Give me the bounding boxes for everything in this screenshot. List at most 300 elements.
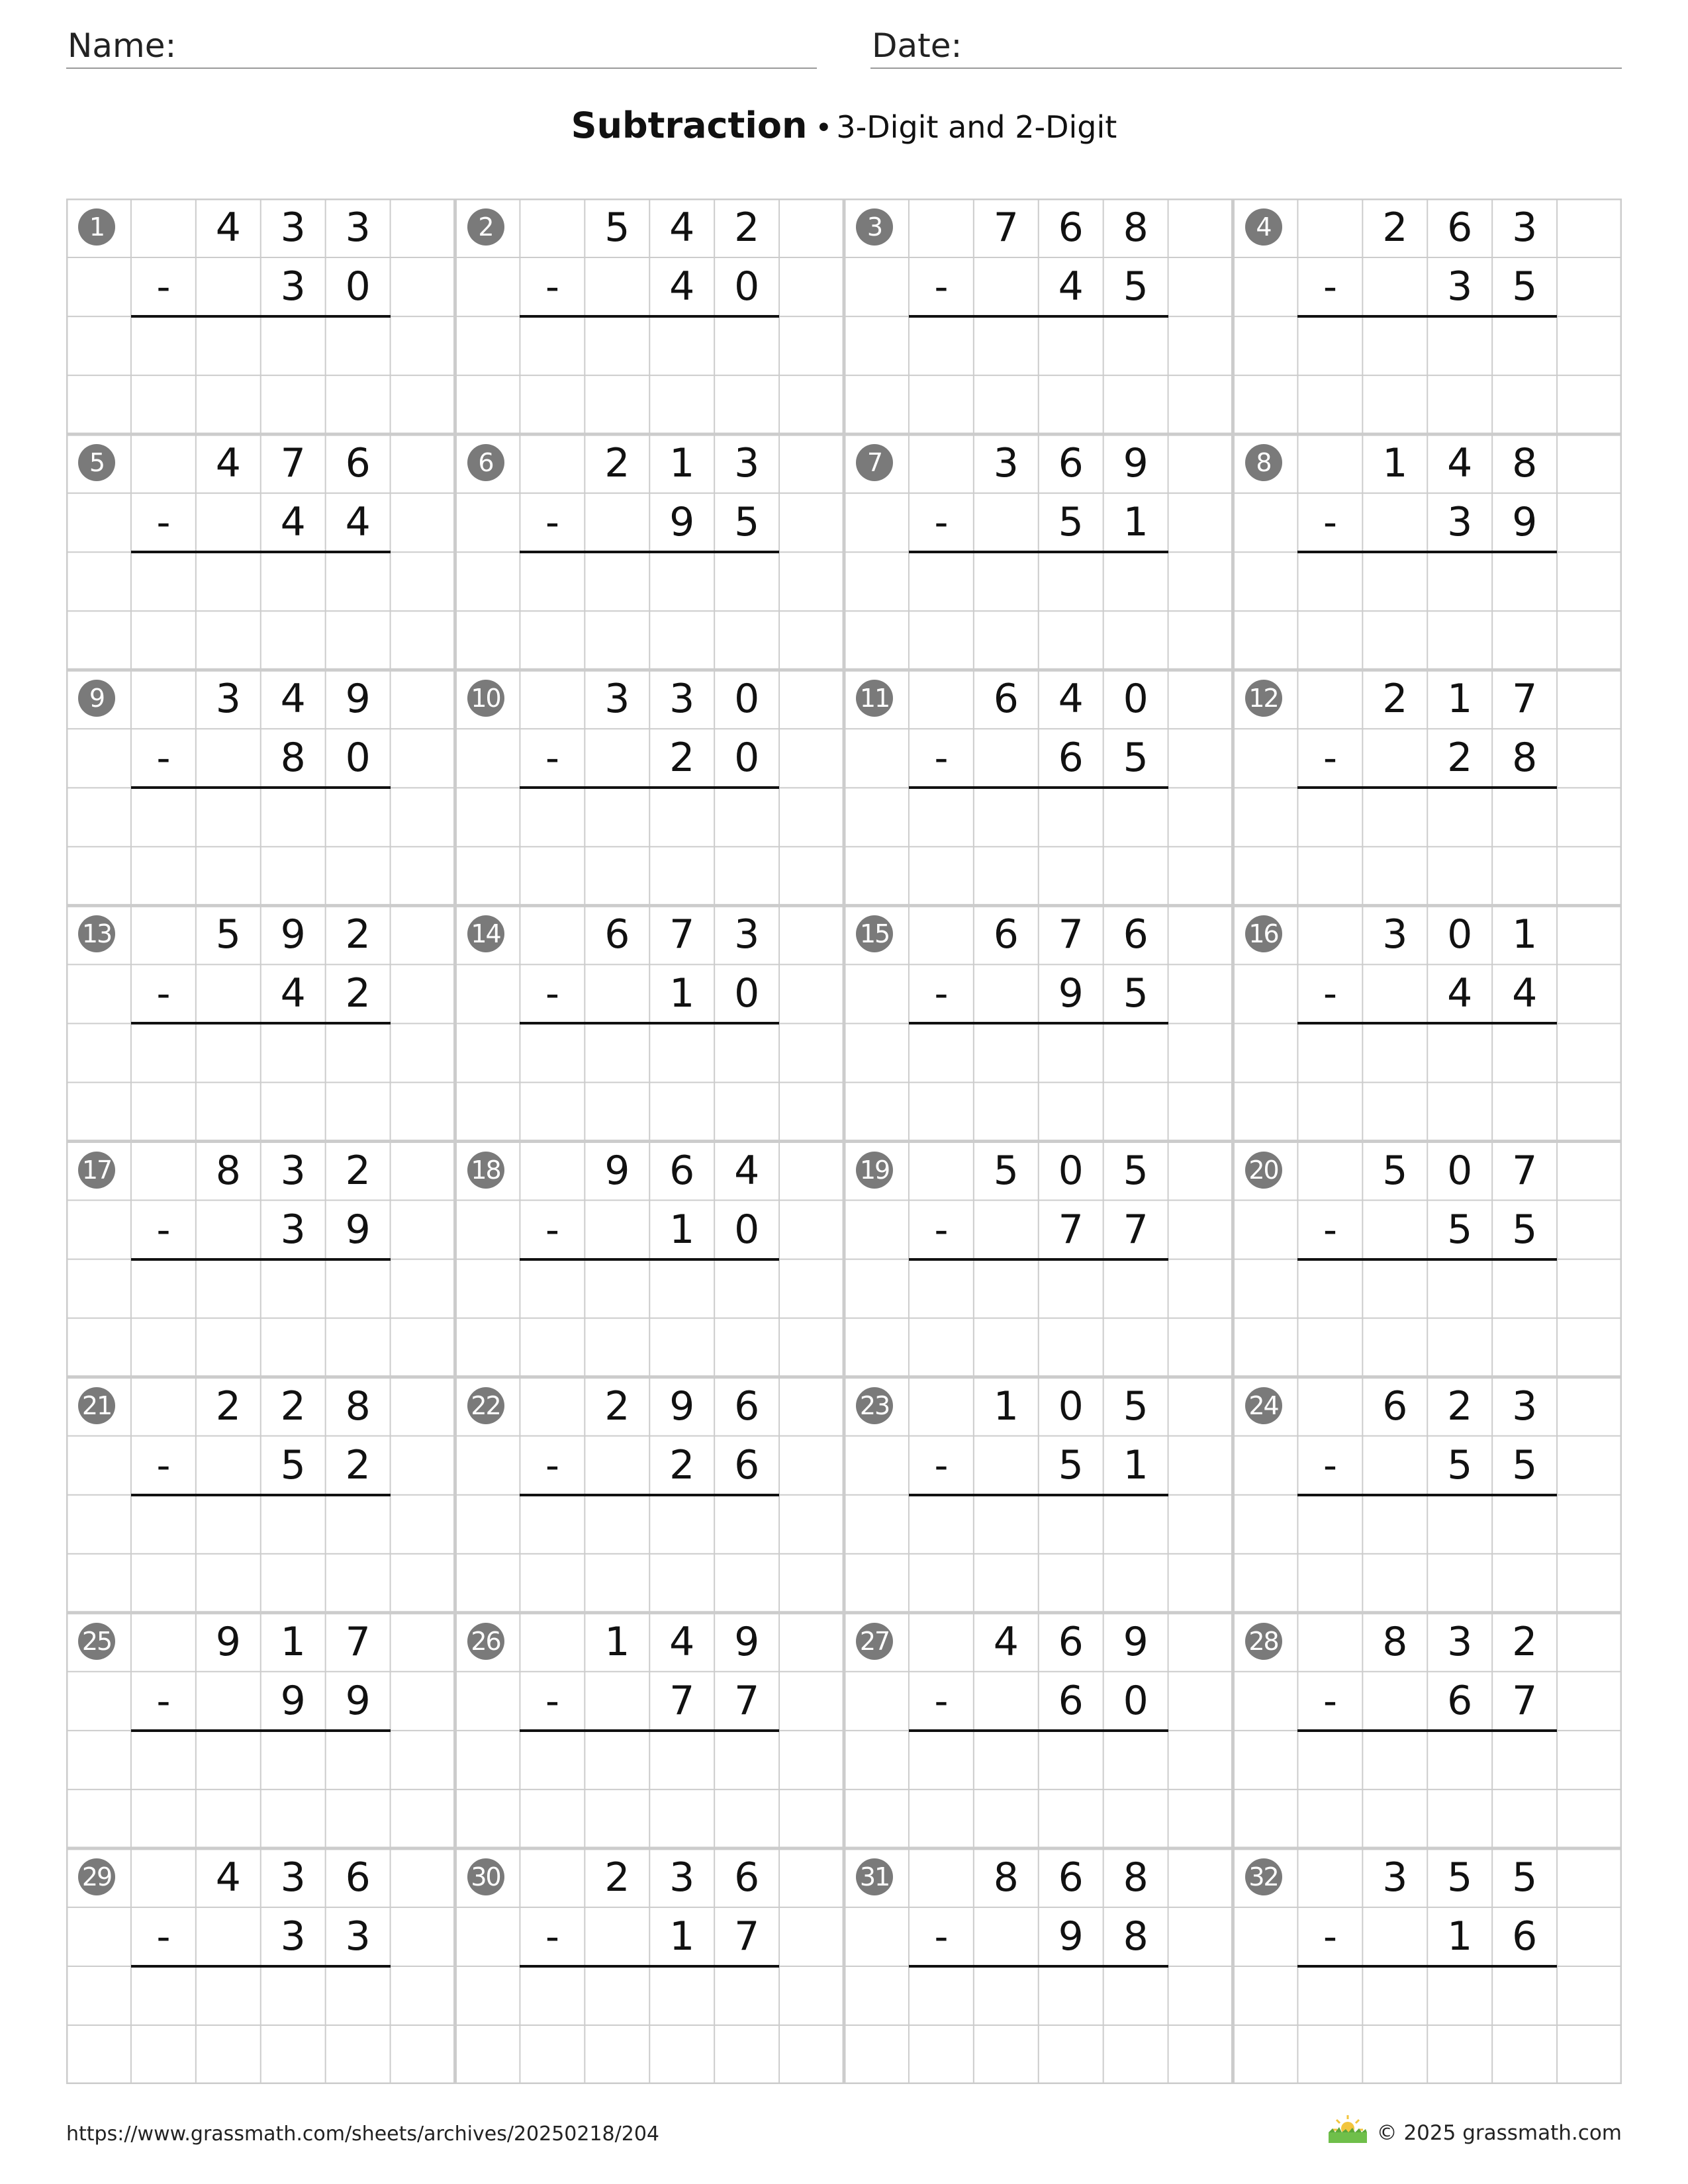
problem-23: [844, 1377, 1233, 1613]
problem-3: [844, 199, 1233, 434]
problem-number-badge: 23: [856, 1387, 893, 1424]
problem-12: [1233, 670, 1622, 905]
subtrahend-digit: 0: [1123, 1677, 1149, 1724]
subtrahend-digit: 3: [280, 263, 306, 310]
minuend-digit: 3: [604, 676, 630, 723]
problem-number-badge: 12: [1245, 680, 1282, 717]
answer-line: [520, 1494, 779, 1496]
minuend-digit: 9: [345, 676, 371, 723]
problem-1: [66, 199, 455, 434]
minuend-digit: 6: [1058, 205, 1084, 251]
subtrahend-digit: 1: [1123, 1441, 1149, 1488]
minuend-digit: 4: [669, 1618, 695, 1665]
minuend-digit: 6: [345, 440, 371, 487]
subtrahend-digit: 0: [345, 735, 371, 782]
problem-27: [844, 1613, 1233, 1848]
answer-line: [520, 1729, 779, 1732]
subtrahend-digit: 5: [1512, 263, 1538, 310]
minuend-digit: 8: [1382, 1618, 1408, 1665]
minus-sign: -: [156, 1913, 171, 1959]
problem-number-badge: 22: [467, 1387, 504, 1424]
title-subtitle: 3-Digit and 2-Digit: [836, 109, 1117, 145]
answer-line: [909, 1022, 1168, 1024]
minuend-digit: 8: [1512, 440, 1538, 487]
answer-line: [520, 1965, 779, 1968]
minuend-digit: 4: [993, 1618, 1019, 1665]
minus-sign: -: [934, 500, 949, 545]
minuend-digit: 7: [1512, 1147, 1538, 1194]
subtrahend-digit: 5: [1512, 1206, 1538, 1253]
subtrahend-digit: 2: [345, 1441, 371, 1488]
minuend-digit: 3: [1382, 911, 1408, 958]
problem-number-badge: 15: [856, 915, 893, 952]
minuend-digit: 8: [993, 1854, 1019, 1901]
minuend-digit: 8: [345, 1383, 371, 1430]
minuend-digit: 4: [215, 205, 241, 251]
problem-6: [455, 434, 845, 670]
subtrahend-digit: 3: [280, 1913, 306, 1960]
minuend-digit: 3: [669, 1854, 695, 1901]
minuend-digit: 2: [345, 911, 371, 958]
worksheet-title: [0, 105, 1688, 146]
subtrahend-digit: 4: [1058, 263, 1084, 310]
problem-20: [1233, 1142, 1622, 1377]
subtrahend-digit: 1: [669, 1206, 695, 1253]
minuend-digit: 5: [1512, 1854, 1538, 1901]
problem-11: [844, 670, 1233, 905]
subtrahend-digit: 4: [345, 499, 371, 546]
minuend-digit: 5: [1123, 1383, 1149, 1430]
minuend-digit: 1: [604, 1618, 630, 1665]
subtrahend-digit: 6: [1447, 1677, 1473, 1724]
minuend-digit: 0: [1447, 911, 1473, 958]
minuend-digit: 7: [345, 1618, 371, 1665]
name-label: Name:: [68, 26, 177, 65]
minus-sign: -: [1323, 264, 1337, 310]
problem-number-badge: 6: [467, 444, 504, 481]
problem-15: [844, 905, 1233, 1141]
answer-line: [520, 1258, 779, 1261]
minuend-digit: 6: [345, 1854, 371, 1901]
minuend-digit: 3: [280, 1854, 306, 1901]
subtrahend-digit: 4: [1512, 970, 1538, 1017]
problem-number-badge: 4: [1245, 208, 1282, 246]
subtrahend-digit: 3: [345, 1913, 371, 1960]
minus-sign: -: [545, 1206, 559, 1252]
minuend-digit: 6: [1058, 440, 1084, 487]
minuend-digit: 5: [215, 911, 241, 958]
minuend-digit: 2: [1512, 1618, 1538, 1665]
answer-line: [1297, 1729, 1557, 1732]
title-main: Subtraction: [571, 105, 808, 146]
minuend-digit: 2: [604, 440, 630, 487]
subtrahend-digit: 4: [669, 263, 695, 310]
minuend-digit: 0: [734, 676, 760, 723]
answer-line: [1297, 1965, 1557, 1968]
subtrahend-digit: 7: [1512, 1677, 1538, 1724]
minuend-digit: 5: [604, 205, 630, 251]
minus-sign: -: [934, 1442, 949, 1488]
subtrahend-digit: 6: [1058, 735, 1084, 782]
minuend-digit: 8: [215, 1147, 241, 1194]
subtrahend-digit: 1: [1123, 499, 1149, 546]
minus-sign: -: [156, 1442, 171, 1488]
answer-line: [1297, 1258, 1557, 1261]
minuend-digit: 4: [215, 1854, 241, 1901]
subtrahend-digit: 5: [1123, 263, 1149, 310]
minus-sign: -: [934, 971, 949, 1017]
minuend-digit: 6: [1382, 1383, 1408, 1430]
problem-number-badge: 17: [78, 1152, 115, 1189]
minuend-digit: 3: [1512, 205, 1538, 251]
minus-sign: -: [545, 971, 559, 1017]
problem-number-badge: 10: [467, 680, 504, 717]
problem-number-badge: 32: [1245, 1858, 1282, 1895]
subtrahend-digit: 7: [1123, 1206, 1149, 1253]
subtrahend-digit: 6: [734, 1441, 760, 1488]
footer-copyright: © 2025 grassmath.com: [1376, 2121, 1622, 2145]
minus-sign: -: [545, 1442, 559, 1488]
grass-sun-logo-icon: [1327, 2113, 1368, 2144]
subtrahend-digit: 2: [669, 735, 695, 782]
subtrahend-digit: 5: [1123, 735, 1149, 782]
answer-line: [909, 786, 1168, 789]
answer-line: [131, 1258, 391, 1261]
minuend-digit: 9: [1123, 440, 1149, 487]
problem-number-badge: 9: [78, 680, 115, 717]
minuend-digit: 1: [993, 1383, 1019, 1430]
minuend-digit: 0: [1123, 676, 1149, 723]
problem-10: [455, 670, 845, 905]
problem-grid: [66, 199, 1622, 2084]
title-bullet: •: [815, 111, 833, 145]
minuend-digit: 2: [604, 1383, 630, 1430]
problem-number-badge: 11: [856, 680, 893, 717]
problem-number-badge: 14: [467, 915, 504, 952]
answer-line: [131, 1022, 391, 1024]
subtrahend-digit: 5: [280, 1441, 306, 1488]
problem-number-badge: 19: [856, 1152, 893, 1189]
minuend-digit: 3: [345, 205, 371, 251]
minuend-digit: 7: [280, 440, 306, 487]
minuend-digit: 5: [993, 1147, 1019, 1194]
minuend-digit: 2: [215, 1383, 241, 1430]
minuend-digit: 2: [734, 205, 760, 251]
minuend-digit: 6: [669, 1147, 695, 1194]
subtrahend-digit: 9: [345, 1677, 371, 1724]
minuend-digit: 6: [1447, 205, 1473, 251]
problem-8: [1233, 434, 1622, 670]
answer-line: [909, 1965, 1168, 1968]
minuend-digit: 2: [280, 1383, 306, 1430]
footer-url: https://www.grassmath.com/sheets/archives/20250218/204: [66, 2122, 660, 2146]
minuend-digit: 6: [993, 911, 1019, 958]
subtrahend-digit: 0: [734, 263, 760, 310]
subtrahend-digit: 0: [734, 970, 760, 1017]
minus-sign: -: [1323, 735, 1337, 781]
subtrahend-digit: 2: [669, 1441, 695, 1488]
problem-5: [66, 434, 455, 670]
subtrahend-digit: 1: [1447, 1913, 1473, 1960]
minus-sign: -: [1323, 1678, 1337, 1723]
minus-sign: -: [1323, 971, 1337, 1017]
date-label: Date:: [872, 26, 962, 65]
subtrahend-digit: 7: [669, 1677, 695, 1724]
subtrahend-digit: 2: [1447, 735, 1473, 782]
minuend-digit: 7: [669, 911, 695, 958]
problem-13: [66, 905, 455, 1141]
problem-19: [844, 1142, 1233, 1377]
subtrahend-digit: 4: [280, 499, 306, 546]
minuend-digit: 6: [993, 676, 1019, 723]
problem-number-badge: 13: [78, 915, 115, 952]
problem-number-badge: 27: [856, 1623, 893, 1660]
problem-number-badge: 7: [856, 444, 893, 481]
problem-number-badge: 28: [1245, 1623, 1282, 1660]
minuend-digit: 6: [604, 911, 630, 958]
minuend-digit: 9: [604, 1147, 630, 1194]
date-field[interactable]: [870, 26, 1622, 69]
minus-sign: -: [156, 735, 171, 781]
minuend-digit: 1: [1382, 440, 1408, 487]
subtrahend-digit: 9: [280, 1677, 306, 1724]
minus-sign: -: [1323, 500, 1337, 545]
subtrahend-digit: 5: [1447, 1441, 1473, 1488]
minuend-digit: 4: [669, 205, 695, 251]
minus-sign: -: [156, 1206, 171, 1252]
minuend-digit: 4: [215, 440, 241, 487]
answer-line: [131, 786, 391, 789]
answer-line: [1297, 1022, 1557, 1024]
minus-sign: -: [934, 264, 949, 310]
minuend-digit: 9: [1123, 1618, 1149, 1665]
subtrahend-digit: 8: [1512, 735, 1538, 782]
answer-line: [909, 1258, 1168, 1261]
minuend-digit: 3: [734, 911, 760, 958]
minuend-digit: 2: [1382, 676, 1408, 723]
name-field[interactable]: [66, 26, 817, 69]
minuend-digit: 3: [280, 1147, 306, 1194]
minuend-digit: 4: [734, 1147, 760, 1194]
minuend-digit: 6: [1123, 911, 1149, 958]
minus-sign: -: [156, 500, 171, 545]
problem-4: [1233, 199, 1622, 434]
problem-9: [66, 670, 455, 905]
minuend-digit: 1: [1512, 911, 1538, 958]
answer-line: [1297, 551, 1557, 553]
minuend-digit: 8: [1123, 1854, 1149, 1901]
answer-line: [1297, 786, 1557, 789]
subtrahend-digit: 5: [1447, 1206, 1473, 1253]
minuend-digit: 3: [215, 676, 241, 723]
answer-line: [131, 1729, 391, 1732]
subtrahend-digit: 0: [734, 735, 760, 782]
minuend-digit: 6: [1058, 1854, 1084, 1901]
problem-2: [455, 199, 845, 434]
problem-21: [66, 1377, 455, 1613]
problem-17: [66, 1142, 455, 1377]
problem-number-badge: 29: [78, 1858, 115, 1895]
problem-18: [455, 1142, 845, 1377]
minuend-digit: 3: [669, 676, 695, 723]
minuend-digit: 3: [1447, 1618, 1473, 1665]
minus-sign: -: [1323, 1206, 1337, 1252]
answer-line: [909, 1729, 1168, 1732]
problem-number-badge: 1: [78, 208, 115, 246]
minuend-digit: 5: [1123, 1147, 1149, 1194]
minuend-digit: 8: [1123, 205, 1149, 251]
subtrahend-digit: 7: [734, 1677, 760, 1724]
subtrahend-digit: 9: [1058, 970, 1084, 1017]
subtrahend-digit: 5: [1058, 499, 1084, 546]
minus-sign: -: [545, 500, 559, 545]
minuend-digit: 1: [669, 440, 695, 487]
problem-number-badge: 2: [467, 208, 504, 246]
problem-number-badge: 21: [78, 1387, 115, 1424]
problem-16: [1233, 905, 1622, 1141]
subtrahend-digit: 3: [1447, 499, 1473, 546]
minus-sign: -: [934, 1678, 949, 1723]
subtrahend-digit: 0: [734, 1206, 760, 1253]
minuend-digit: 9: [669, 1383, 695, 1430]
problem-number-badge: 25: [78, 1623, 115, 1660]
minus-sign: -: [156, 971, 171, 1017]
problem-number-badge: 3: [856, 208, 893, 246]
minuend-digit: 3: [993, 440, 1019, 487]
subtrahend-digit: 2: [345, 970, 371, 1017]
minus-sign: -: [934, 735, 949, 781]
minuend-digit: 1: [280, 1618, 306, 1665]
problem-14: [455, 905, 845, 1141]
minuend-digit: 4: [1447, 440, 1473, 487]
answer-line: [131, 1494, 391, 1496]
answer-line: [909, 315, 1168, 318]
problem-number-badge: 24: [1245, 1387, 1282, 1424]
minus-sign: -: [1323, 1442, 1337, 1488]
subtrahend-digit: 6: [1058, 1677, 1084, 1724]
answer-line: [520, 551, 779, 553]
answer-line: [131, 551, 391, 553]
problem-32: [1233, 1848, 1622, 2084]
minus-sign: -: [545, 1678, 559, 1723]
minuend-digit: 9: [280, 911, 306, 958]
subtrahend-digit: 7: [734, 1913, 760, 1960]
subtrahend-digit: 1: [669, 1913, 695, 1960]
subtrahend-digit: 9: [669, 499, 695, 546]
subtrahend-digit: 4: [280, 970, 306, 1017]
subtrahend-digit: 0: [345, 263, 371, 310]
problem-22: [455, 1377, 845, 1613]
subtrahend-digit: 7: [1058, 1206, 1084, 1253]
minuend-digit: 0: [1447, 1147, 1473, 1194]
minuend-digit: 2: [1382, 205, 1408, 251]
problem-24: [1233, 1377, 1622, 1613]
minuend-digit: 3: [1512, 1383, 1538, 1430]
answer-line: [909, 1494, 1168, 1496]
subtrahend-digit: 6: [1512, 1913, 1538, 1960]
minus-sign: -: [545, 264, 559, 310]
problem-26: [455, 1613, 845, 1848]
minuend-digit: 7: [993, 205, 1019, 251]
problem-number-badge: 18: [467, 1152, 504, 1189]
problem-28: [1233, 1613, 1622, 1848]
answer-line: [520, 1022, 779, 1024]
subtrahend-digit: 9: [345, 1206, 371, 1253]
minuend-digit: 7: [1058, 911, 1084, 958]
minuend-digit: 3: [280, 205, 306, 251]
subtrahend-digit: 5: [1123, 970, 1149, 1017]
minus-sign: -: [1323, 1913, 1337, 1959]
answer-line: [520, 315, 779, 318]
problem-number-badge: 8: [1245, 444, 1282, 481]
answer-line: [909, 551, 1168, 553]
answer-line: [1297, 315, 1557, 318]
minuend-digit: 7: [1512, 676, 1538, 723]
minus-sign: -: [156, 1678, 171, 1723]
subtrahend-digit: 5: [1512, 1441, 1538, 1488]
answer-line: [131, 315, 391, 318]
minuend-digit: 0: [1058, 1383, 1084, 1430]
minuend-digit: 6: [734, 1854, 760, 1901]
minuend-digit: 6: [734, 1383, 760, 1430]
minuend-digit: 9: [215, 1618, 241, 1665]
problem-31: [844, 1848, 1233, 2084]
problem-number-badge: 30: [467, 1858, 504, 1895]
minus-sign: -: [545, 1913, 559, 1959]
problem-30: [455, 1848, 845, 2084]
subtrahend-digit: 3: [280, 1206, 306, 1253]
minus-sign: -: [934, 1913, 949, 1959]
minuend-digit: 0: [1058, 1147, 1084, 1194]
minuend-digit: 4: [280, 676, 306, 723]
minuend-digit: 3: [734, 440, 760, 487]
answer-line: [131, 1965, 391, 1968]
subtrahend-digit: 5: [1058, 1441, 1084, 1488]
problem-29: [66, 1848, 455, 2084]
problem-number-badge: 20: [1245, 1152, 1282, 1189]
minuend-digit: 2: [345, 1147, 371, 1194]
subtrahend-digit: 3: [1447, 263, 1473, 310]
minuend-digit: 3: [1382, 1854, 1408, 1901]
subtrahend-digit: 8: [1123, 1913, 1149, 1960]
minuend-digit: 6: [1058, 1618, 1084, 1665]
minus-sign: -: [156, 264, 171, 310]
subtrahend-digit: 8: [280, 735, 306, 782]
problem-7: [844, 434, 1233, 670]
minus-sign: -: [934, 1206, 949, 1252]
answer-line: [1297, 1494, 1557, 1496]
subtrahend-digit: 9: [1512, 499, 1538, 546]
problem-number-badge: 26: [467, 1623, 504, 1660]
subtrahend-digit: 4: [1447, 970, 1473, 1017]
problem-number-badge: 31: [856, 1858, 893, 1895]
minuend-digit: 1: [1447, 676, 1473, 723]
subtrahend-digit: 5: [734, 499, 760, 546]
answer-line: [520, 786, 779, 789]
problem-number-badge: 16: [1245, 915, 1282, 952]
subtrahend-digit: 1: [669, 970, 695, 1017]
minuend-digit: 9: [734, 1618, 760, 1665]
minuend-digit: 5: [1447, 1854, 1473, 1901]
minuend-digit: 2: [1447, 1383, 1473, 1430]
minuend-digit: 2: [604, 1854, 630, 1901]
problem-25: [66, 1613, 455, 1848]
problem-number-badge: 5: [78, 444, 115, 481]
minuend-digit: 4: [1058, 676, 1084, 723]
minus-sign: -: [545, 735, 559, 781]
subtrahend-digit: 9: [1058, 1913, 1084, 1960]
minuend-digit: 5: [1382, 1147, 1408, 1194]
